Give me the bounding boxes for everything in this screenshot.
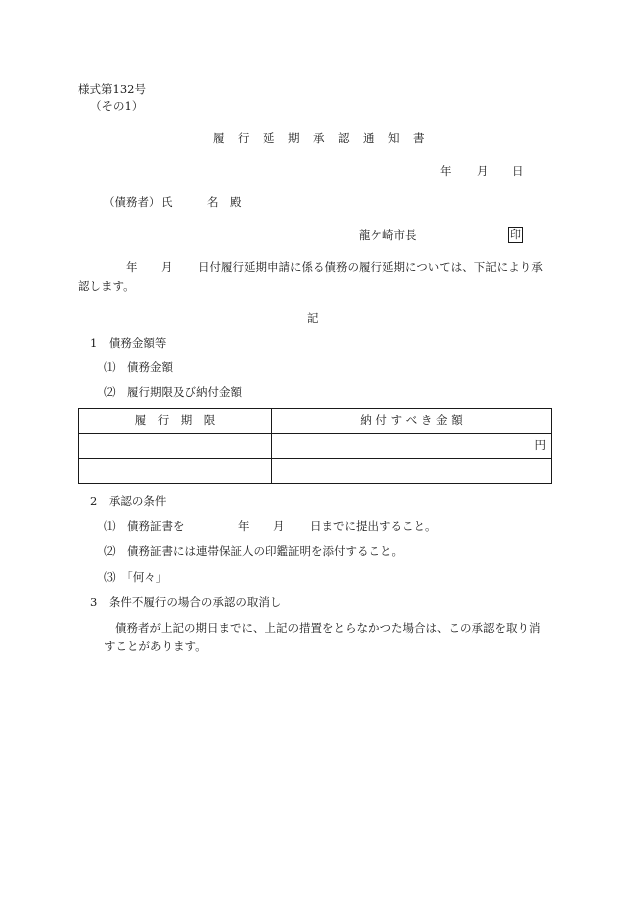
section2-item3: ⑶ 「何々」 [104,570,168,584]
table-cell-deadline [79,459,272,484]
section1-item2: ⑵ 履行期限及び納付金額 [104,385,242,399]
section1-item1: ⑴ 債務金額 [104,360,173,374]
header-amount: 納 付 す べ き 金 額 [272,409,552,434]
form-part: （その1） [90,99,144,113]
honorific: 殿 [230,195,242,209]
header-deadline: 履 行 期 限 [79,409,272,434]
document-title: 履 行 延 期 承 認 通 知 書 [213,131,426,145]
section1-heading: 1 債務金額等 [90,336,167,350]
date-year-label: 年 [440,164,452,178]
intro-month: 月 [161,260,173,274]
table-row [79,434,552,459]
table-cell-deadline [79,434,272,459]
table-row [79,459,552,484]
section2-heading: 2 承認の条件 [90,494,167,508]
seal-mark [508,227,523,243]
payment-schedule-table [78,408,552,484]
ki-marker: 記 [307,311,319,325]
issuer-title: 龍ケ崎市長 [359,228,417,242]
intro-year: 年 [126,260,138,274]
section2-item1-month: 月 [273,519,285,533]
section2-item1-b: 日までに提出すること。 [310,519,437,533]
table-cell-amount-unit: 円 [272,434,552,459]
section2-item1-year: 年 [238,519,250,533]
section3-line2: すことがあります。 [104,639,207,653]
date-day-label: 日 [512,164,524,178]
section2-item2: ⑵ 債務証書には連帯保証人の印鑑証明を添付すること。 [104,544,403,558]
debtor-name-label-2: 名 [207,195,219,209]
intro-text-line1: 日付履行延期申請に係る債務の履行延期については、下記により承 [198,260,543,274]
table-cell-amount [272,459,552,484]
section3-heading: 3 条件不履行の場合の承認の取消し [90,595,282,609]
debtor-name-label: 氏 [161,195,173,209]
table-header-row [79,409,552,434]
form-number: 様式第132号 [78,82,146,96]
section3-line1: 債務者が上記の期日までに、上記の措置をとらなかつた場合は、この承認を取り消 [115,621,541,635]
intro-text-line2: 認します。 [78,279,135,293]
section2-item1-a: ⑴ 債務証書を [104,519,185,533]
seal-stamp-box: 印 [510,228,521,241]
date-month-label: 月 [477,164,489,178]
debtor-label: （債務者） [103,195,161,209]
